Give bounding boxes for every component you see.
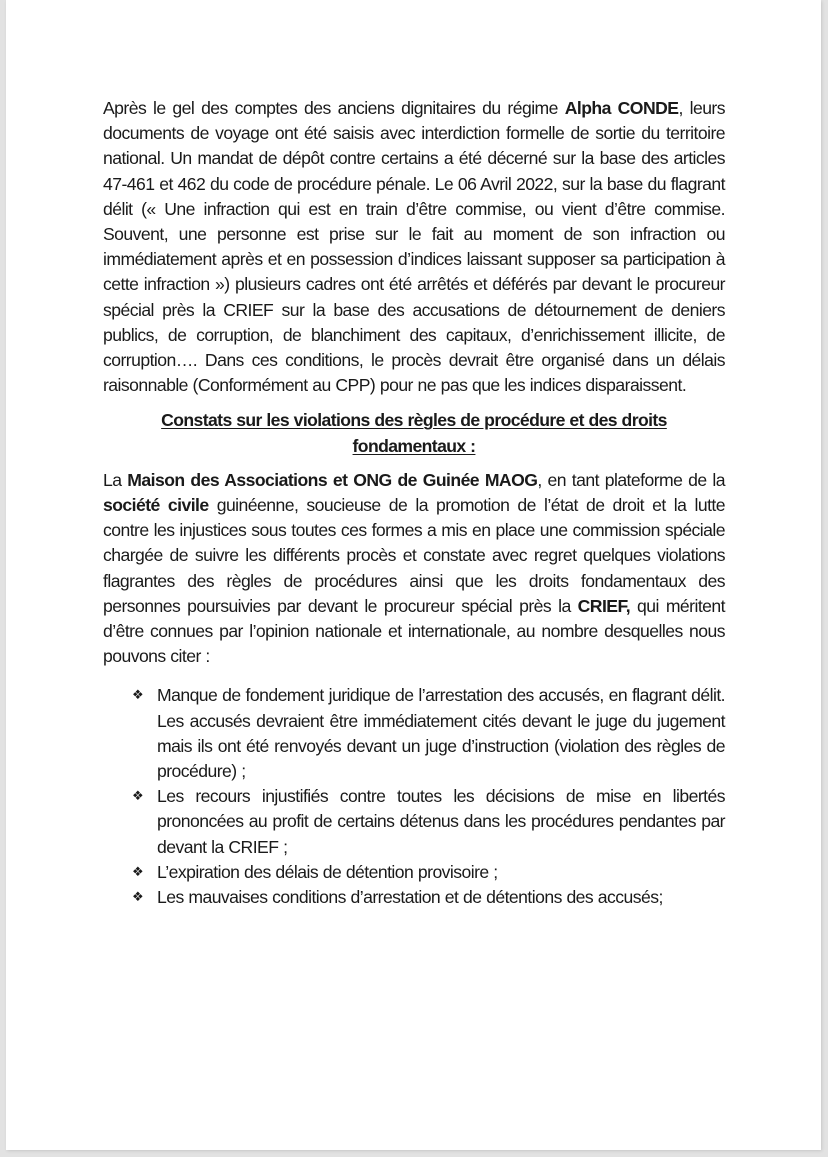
list-item-text: L’expiration des délais de détention provisoire ; [157, 861, 498, 882]
paragraph-intro-text-1: Après le gel des comptes des anciens dignitaires du régime [103, 98, 565, 118]
name-alpha-conde: Alpha CONDE [564, 98, 679, 118]
list-item-text: Manque de fondement juridique de l’arrestation des accusés, en flagrant délit. Les accusés devraient être immédiatement cités devant le juge du jugement mais ils ont été renvoyés devant un juge d’instruction (violation des règles de procédure) ; [157, 685, 725, 782]
term-societe-civile: société civile [103, 495, 209, 516]
paragraph-maog-text-4: qui méritent d’être connues par l’opinion nationale et internationale, au nombre desquelles nous pouvons citer : [103, 595, 725, 667]
violations-list [103, 683, 725, 910]
list-item [132, 683, 725, 784]
paragraph-maog-text-1: La [103, 469, 128, 490]
section-heading: Constats sur les violations des règles de procédure et des droits fondamentaux : [161, 410, 667, 456]
diamond-bullet-icon: ❖ [132, 688, 144, 704]
diamond-bullet-icon: ❖ [132, 789, 144, 805]
org-name-maog: Maison des Associations et ONG de Guinée MAOG [127, 469, 538, 490]
paragraph-intro [103, 96, 725, 398]
paragraph-maog-text-2: , en tant plateforme de la [537, 469, 726, 490]
document-body [103, 96, 725, 910]
document-page [6, 0, 821, 1150]
list-item [132, 885, 725, 910]
list-item [132, 860, 725, 885]
paragraph-intro-text-2: , leurs documents de voyage ont été saisis avec interdiction formelle de sortie du territoire national. Un mandat de dépôt contre certains a été décerné sur la base des articles 47-461 et 462 du code de procédure pénale. Le 06 Avril 2022, sur la base du flagrant délit (« Une infraction qui est en train d’être commise, ou vient d’être commise. Souvent, une personne est prise sur le fait au moment de son infraction ou immédiatement après et en possession d’indices laissant supposer sa participation à cette infraction ») plusieurs cadres ont été arrêtés et déférés par devant le procureur spécial près la CRIEF sur la base des accusations de détournement de deniers publics, de corruption, de blanchiment des capitaux, d’enrichissement illicite, de corruption…. Dans ces conditions, le procès devrait être organisé dans un délais raisonnable (Conformément au CPP) pour ne pas que les indices disparaissent. [103, 98, 725, 396]
paragraph-maog [103, 468, 725, 670]
list-item-text: Les recours injustifiés contre toutes les décisions de mise en libertés prononcées au profit de certains détenus dans les procédures pendantes par devant la CRIEF ; [157, 786, 725, 857]
list-item-text: Les mauvaises conditions d’arrestation et de détentions des accusés; [157, 887, 663, 908]
diamond-bullet-icon: ❖ [132, 890, 144, 906]
paragraph-maog-text-3: guinéenne, soucieuse de la promotion de l’état de droit et la lutte contre les injustices sous toutes ces formes a mis en place une commission spéciale chargée de suivre les différents procès et constate avec regret quelques violations flagrantes des règles de procédures ainsi que les droits fondamentaux des personnes poursuivies par devant le procureur spécial près la [103, 495, 725, 616]
diamond-bullet-icon: ❖ [132, 864, 144, 880]
list-item [132, 784, 725, 860]
term-crief: CRIEF, [577, 595, 631, 616]
